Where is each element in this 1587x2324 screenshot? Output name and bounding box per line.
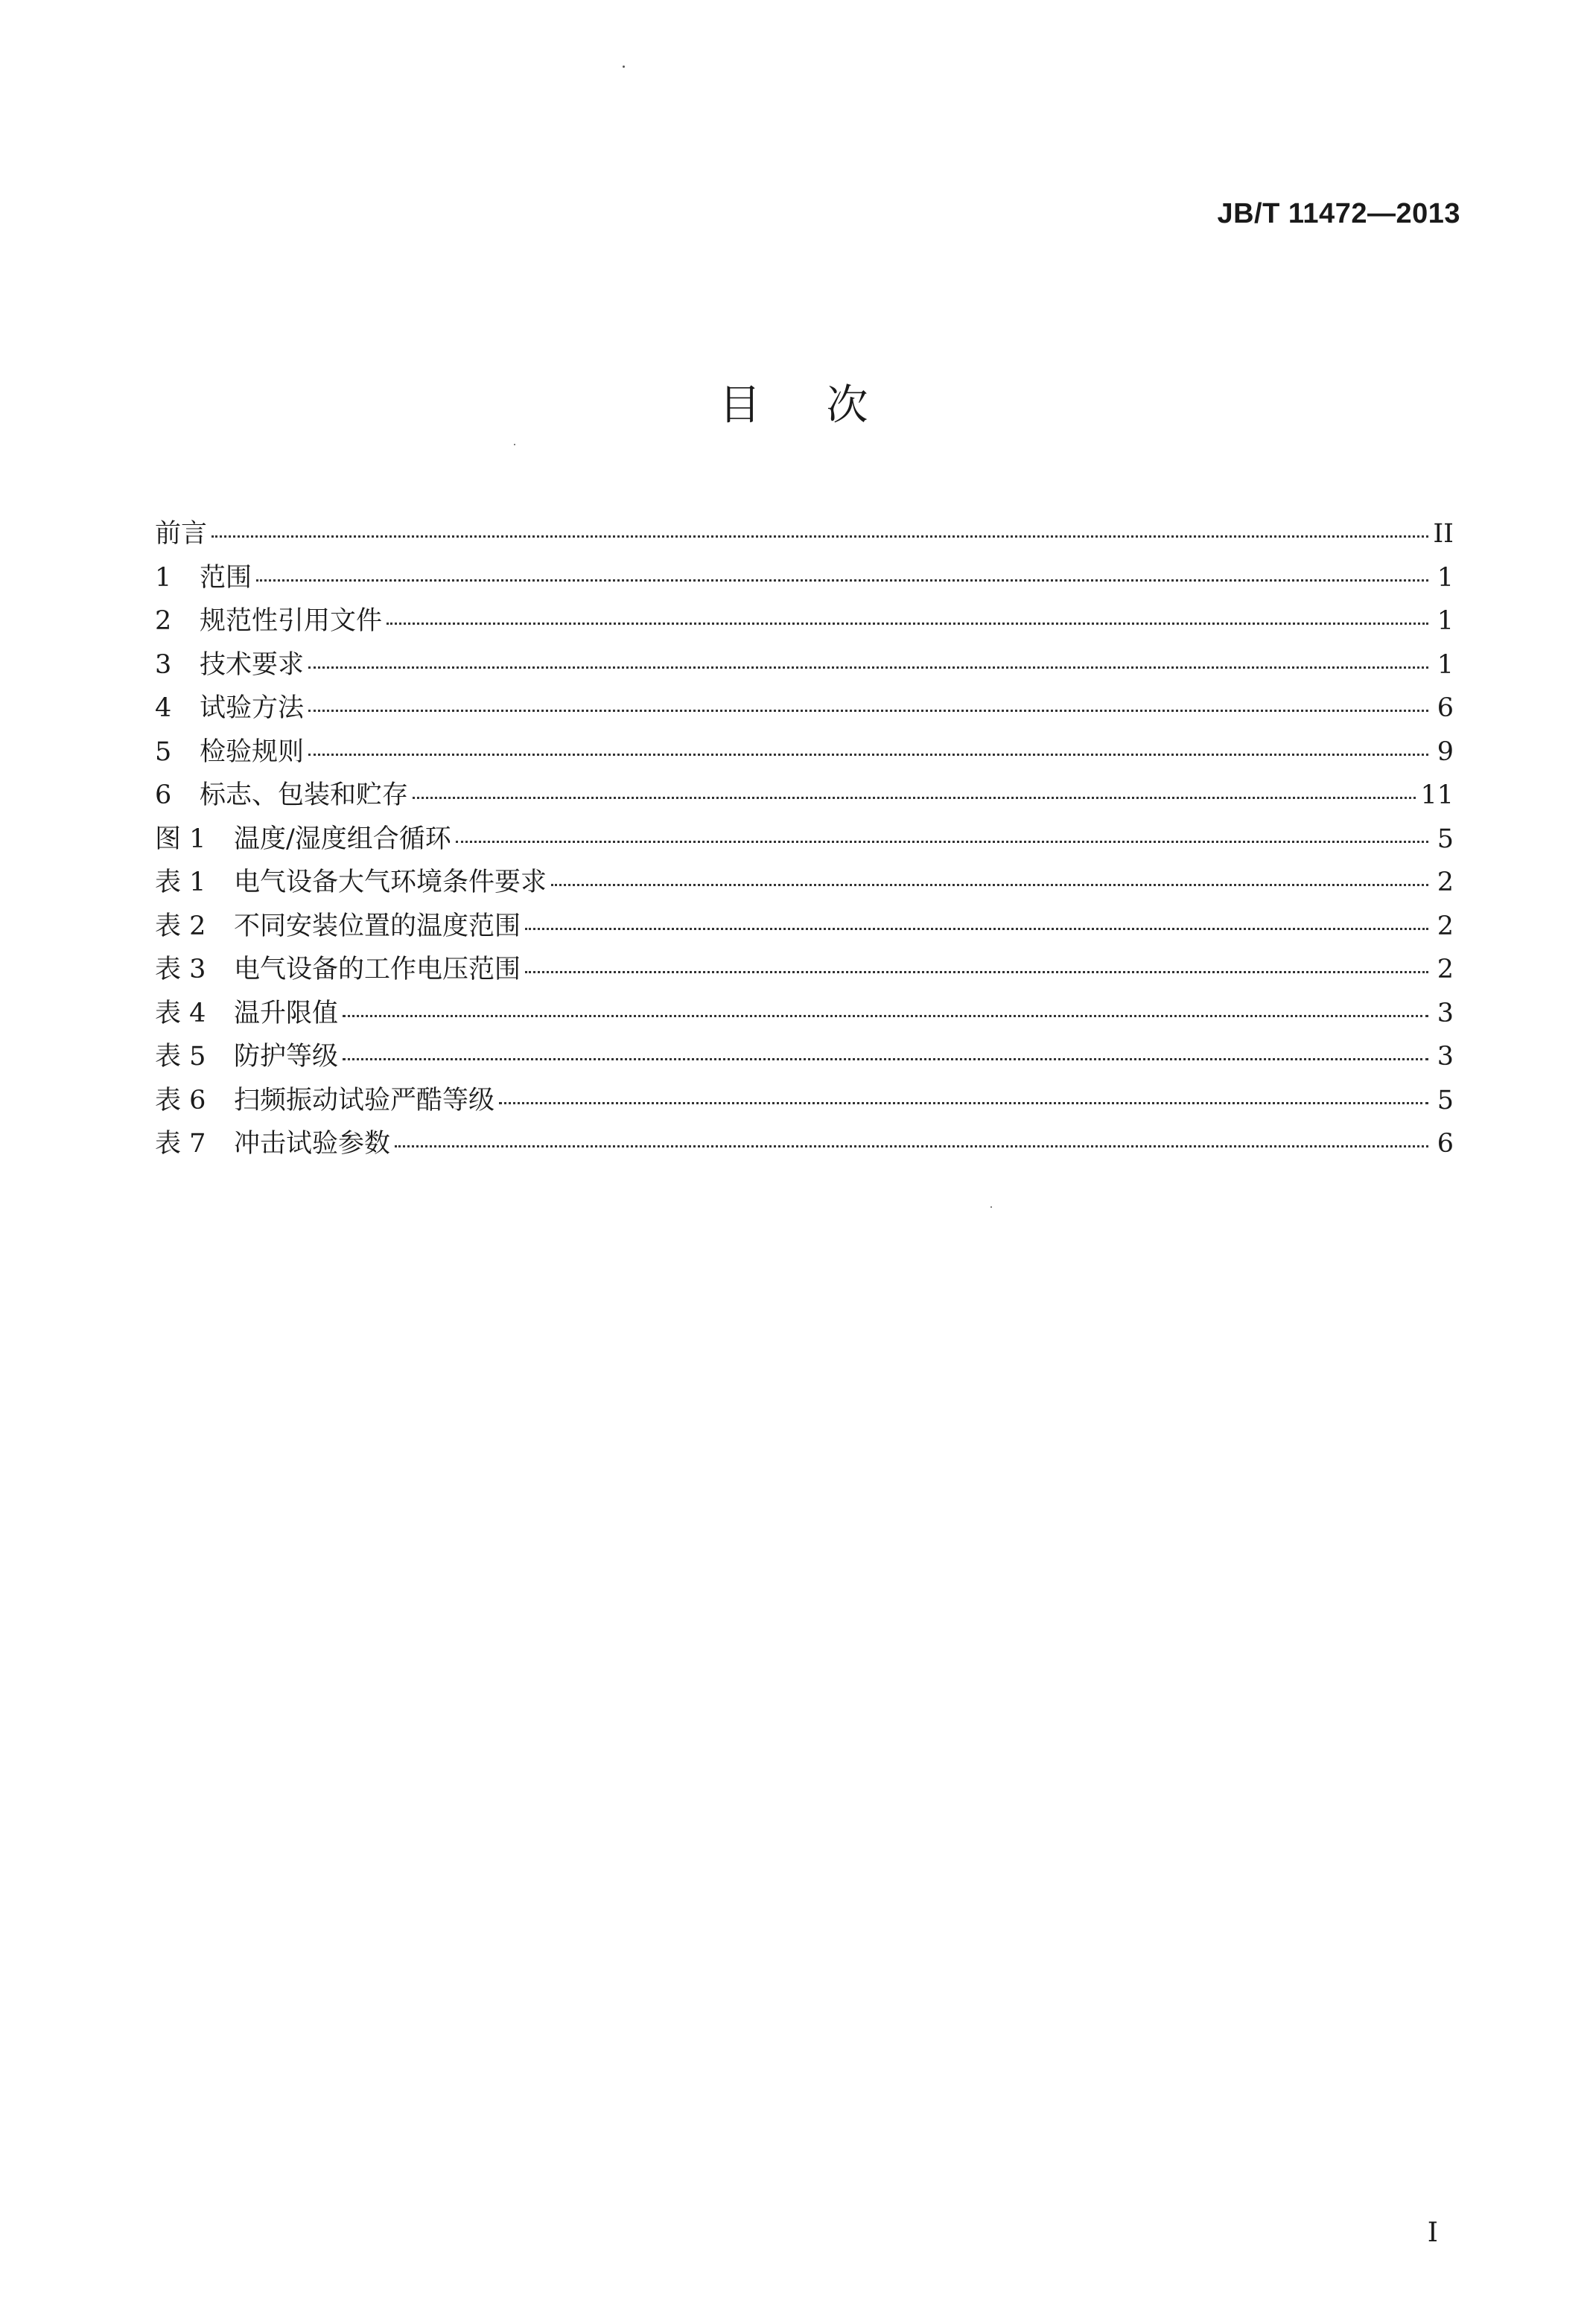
toc-entry-table-6[interactable] bbox=[155, 1079, 1454, 1123]
toc-entry-number: 表 5 bbox=[155, 1042, 206, 1072]
toc-entry-label: 检验规则 bbox=[200, 736, 305, 767]
toc-entry-page: 1 bbox=[1437, 562, 1454, 593]
toc-entry-page: 6 bbox=[1437, 693, 1454, 723]
page-number: I bbox=[1427, 2218, 1438, 2248]
toc-entry-number: 表 6 bbox=[155, 1085, 206, 1115]
dot-leader bbox=[456, 841, 1428, 843]
toc-entry-inspection-rules[interactable] bbox=[155, 730, 1454, 774]
toc-entry-number: 表 4 bbox=[155, 998, 206, 1028]
toc-entry-test-methods[interactable] bbox=[155, 687, 1454, 730]
dot-leader bbox=[256, 579, 1428, 582]
dot-leader bbox=[343, 1015, 1428, 1017]
dot-leader bbox=[387, 623, 1428, 625]
scan-speck bbox=[990, 1206, 992, 1208]
toc-entry-table-7[interactable] bbox=[155, 1122, 1454, 1166]
toc-entry-scope[interactable] bbox=[155, 556, 1454, 600]
toc-entry-number: 2 bbox=[155, 606, 172, 636]
toc-entry-table-5[interactable] bbox=[155, 1035, 1454, 1079]
toc-entry-number: 1 bbox=[155, 562, 172, 593]
toc-entry-table-1[interactable] bbox=[155, 861, 1454, 905]
dot-leader bbox=[525, 928, 1428, 930]
dot-leader bbox=[212, 535, 1428, 538]
toc-entry-page: 5 bbox=[1437, 1085, 1454, 1115]
toc-entry-page: 2 bbox=[1437, 955, 1454, 984]
dot-leader bbox=[308, 666, 1428, 669]
toc-entry-number: 4 bbox=[155, 693, 172, 723]
dot-leader bbox=[308, 710, 1428, 712]
dot-leader bbox=[525, 971, 1428, 973]
page-title: 目次 bbox=[719, 381, 934, 430]
toc-entry-label: 温度/湿度组合循环 bbox=[234, 824, 451, 854]
toc-entry-label: 试验方法 bbox=[200, 693, 305, 723]
toc-entry-number: 5 bbox=[155, 736, 172, 767]
dot-leader bbox=[395, 1145, 1428, 1147]
toc-entry-label: 温升限值 bbox=[234, 998, 339, 1028]
toc-entry-page: II bbox=[1433, 519, 1454, 549]
toc-entry-label: 标志、包装和贮存 bbox=[200, 780, 409, 810]
toc-entry-label: 电气设备大气环境条件要求 bbox=[234, 867, 547, 897]
toc-entry-technical-requirements[interactable] bbox=[155, 643, 1454, 687]
toc-entry-foreword[interactable] bbox=[155, 512, 1454, 556]
toc-entry-label: 范围 bbox=[200, 562, 252, 593]
toc-entry-number: 表 2 bbox=[155, 911, 206, 941]
toc-entry-page: 2 bbox=[1437, 867, 1454, 897]
toc-entry-page: 6 bbox=[1437, 1129, 1454, 1159]
toc-entry-number: 图 1 bbox=[155, 824, 206, 854]
toc-entry-table-2[interactable] bbox=[155, 905, 1454, 949]
toc-entry-label: 不同安装位置的温度范围 bbox=[234, 911, 521, 941]
toc-entry-page: 9 bbox=[1437, 736, 1454, 767]
toc-entry-number: 表 7 bbox=[155, 1129, 206, 1159]
toc-entry-label: 防护等级 bbox=[234, 1042, 339, 1072]
table-of-contents bbox=[155, 512, 1454, 1166]
scan-speck bbox=[514, 444, 515, 445]
dot-leader bbox=[413, 797, 1416, 799]
toc-entry-page: 11 bbox=[1420, 780, 1454, 810]
toc-entry-page: 3 bbox=[1437, 998, 1454, 1028]
toc-entry-page: 2 bbox=[1437, 911, 1454, 941]
toc-entry-figure-1[interactable] bbox=[155, 818, 1454, 862]
scan-speck bbox=[623, 66, 625, 68]
toc-entry-label: 前言 bbox=[155, 519, 208, 549]
toc-entry-marking-packaging-storage[interactable] bbox=[155, 774, 1454, 818]
toc-entry-table-4[interactable] bbox=[155, 992, 1454, 1036]
dot-leader bbox=[499, 1102, 1428, 1104]
toc-entry-normative-references[interactable] bbox=[155, 599, 1454, 643]
toc-entry-number: 表 3 bbox=[155, 955, 206, 984]
dot-leader bbox=[308, 754, 1428, 756]
toc-entry-number: 3 bbox=[155, 649, 172, 680]
dot-leader bbox=[551, 884, 1428, 886]
toc-entry-label: 规范性引用文件 bbox=[200, 606, 383, 636]
toc-entry-label: 技术要求 bbox=[200, 649, 305, 680]
toc-entry-number: 6 bbox=[155, 780, 172, 810]
toc-entry-label: 扫频振动试验严酷等级 bbox=[234, 1085, 495, 1115]
toc-entry-page: 5 bbox=[1437, 824, 1454, 854]
toc-entry-label: 冲击试验参数 bbox=[234, 1129, 391, 1159]
toc-entry-page: 3 bbox=[1437, 1042, 1454, 1072]
toc-entry-table-3[interactable] bbox=[155, 948, 1454, 992]
dot-leader bbox=[343, 1058, 1428, 1060]
toc-entry-label: 电气设备的工作电压范围 bbox=[234, 955, 521, 984]
document-number: JB/T 11472—2013 bbox=[1217, 198, 1460, 229]
toc-entry-page: 1 bbox=[1437, 649, 1454, 680]
toc-entry-page: 1 bbox=[1437, 606, 1454, 636]
toc-entry-number: 表 1 bbox=[155, 867, 206, 897]
